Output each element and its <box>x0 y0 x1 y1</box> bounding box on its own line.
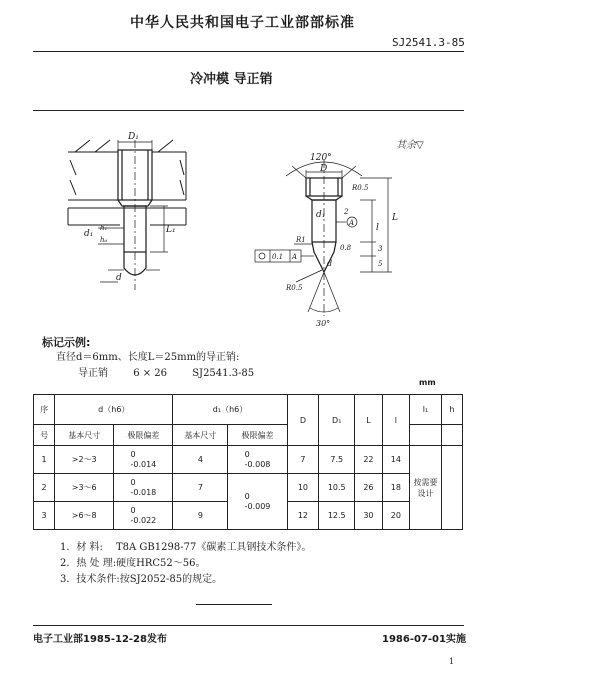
label-fit-lower: h₆ <box>100 236 108 244</box>
footer-divider <box>33 625 464 626</box>
effective-date: 1986-07-01实施 <box>382 634 466 645</box>
notes-end-rule <box>196 604 272 605</box>
cell-L: 26 <box>355 474 382 502</box>
cell-d-size: >3～6 <box>55 474 114 502</box>
cell-D1: 10.5 <box>319 474 355 502</box>
cell-d1-dev-low: -0.008 <box>244 459 271 469</box>
cell-l: 14 <box>382 446 409 474</box>
header-D1: D₁ <box>319 395 355 446</box>
cell-l1-merged: 按需要设计 <box>410 446 442 530</box>
label-d-left: d <box>116 273 122 283</box>
label-five: 5 <box>378 260 383 268</box>
header-d: d（h6） <box>55 395 173 425</box>
cell-d-dev-up: 0 <box>130 505 136 515</box>
dimension-table <box>33 394 463 530</box>
header-divider <box>33 51 464 52</box>
header-d1-nominal: 基本尺寸 <box>173 425 228 446</box>
label-L1: L₁ <box>166 225 176 235</box>
label-D: D <box>320 164 328 174</box>
cell-h-merged <box>441 446 462 530</box>
note-text: 按SJ2052-85的规定。 <box>119 574 223 585</box>
cell-d-dev-low: -0.018 <box>130 487 157 497</box>
cell-D: 12 <box>287 502 319 530</box>
label-chamfer: 0.8 <box>340 244 352 252</box>
document-title: 冷冲模 导正销 <box>190 72 273 87</box>
label-d-right: d <box>327 259 333 268</box>
cell-d1-size: 7 <box>173 474 228 502</box>
cell-seq: 3 <box>34 502 55 530</box>
pilot-pin-drawing <box>0 110 600 332</box>
marking-size: 6 × 26 <box>133 368 168 379</box>
cell-d1-dev-merged <box>228 474 287 530</box>
surface-finish-note: 其余▽ <box>396 140 424 151</box>
cell-d-dev-up: 0 <box>130 477 136 487</box>
marking-example-code <box>78 364 276 379</box>
cell-d1-dev-up: 0 <box>244 449 250 459</box>
die-plate <box>68 140 186 225</box>
cell-d-dev-low: -0.014 <box>130 459 157 469</box>
header-seq-bottom: 号 <box>34 425 55 446</box>
header-l1-blank <box>410 425 442 446</box>
header-l1: l₁ <box>410 395 442 425</box>
cell-l: 20 <box>382 502 409 530</box>
label-runout-tolerance: 0.1 <box>272 253 284 261</box>
label-d1: d₁ <box>316 210 326 220</box>
note-technical-conditions <box>60 572 311 588</box>
unit-label: mm <box>419 378 436 387</box>
cell-D: 10 <box>287 474 319 502</box>
cell-d-size: >6～8 <box>55 502 114 530</box>
note-text: T8A GB1298-77《碳素工具钢技术条件》。 <box>116 542 312 553</box>
standard-org-title: 中华人民共和国电子工业部部标准 <box>130 15 355 31</box>
note-heat-treatment <box>60 556 311 572</box>
header-d1-deviation: 极限偏差 <box>228 425 287 446</box>
page-number: 1 <box>449 657 455 666</box>
label-L: L <box>392 213 398 223</box>
issue-date: 电子工业部1985-12-28发布 <box>33 634 167 645</box>
cell-d-dev <box>114 474 173 502</box>
header-seq-top: 序 <box>34 395 55 425</box>
cell-d-dev <box>114 502 173 530</box>
cell-d-size: >2～3 <box>55 446 114 474</box>
table-row <box>34 446 463 474</box>
label-l: l <box>376 223 379 233</box>
header-h: h <box>441 395 462 425</box>
cell-L: 30 <box>355 502 382 530</box>
marking-part-name: 导正销 <box>78 368 108 379</box>
label-d1-fit: d₁ <box>84 229 94 239</box>
note-key: 3．技术条件: <box>60 574 120 585</box>
note-text: 硬度HRC52～56。 <box>116 558 206 569</box>
cell-seq: 1 <box>34 446 55 474</box>
table-header-row <box>34 395 463 425</box>
header-L: L <box>355 395 382 446</box>
header-d-nominal: 基本尺寸 <box>55 425 114 446</box>
cell-D1: 7.5 <box>319 446 355 474</box>
table-row <box>34 474 463 502</box>
marking-example-description: 直径d＝6mm、长度L＝25mm的导正销: <box>56 352 240 363</box>
cell-d1-dev <box>228 446 287 474</box>
label-r-top: R0.5 <box>352 184 369 192</box>
cell-d-dev <box>114 446 173 474</box>
header-d-deviation: 极限偏差 <box>114 425 173 446</box>
cell-d1-size: 9 <box>173 502 228 530</box>
cell-d-dev-low: -0.022 <box>130 515 157 525</box>
header-d1: d₁（h6） <box>173 395 287 425</box>
header-l: l <box>382 395 409 446</box>
header-D: D <box>287 395 319 446</box>
note-key: 1．材 料: <box>60 542 103 553</box>
cell-d1-dev-up: 0 <box>244 491 250 501</box>
cell-D1: 12.5 <box>319 502 355 530</box>
label-R05-tip: R0.5 <box>286 284 303 292</box>
label-R1: R1 <box>296 236 306 244</box>
cell-L: 22 <box>355 446 382 474</box>
cell-d1-size: 4 <box>173 446 228 474</box>
label-angle-30: 30° <box>316 319 331 328</box>
cell-d1-dev-low: -0.009 <box>244 501 271 511</box>
standard-code: SJ2541.3-85 <box>392 36 465 49</box>
label-frame-A: A <box>292 253 298 261</box>
marking-standard: SJ2541.3-85 <box>192 368 255 379</box>
cell-d-dev-up: 0 <box>130 449 136 459</box>
cell-l: 18 <box>382 474 409 502</box>
note-material <box>60 540 311 556</box>
technical-notes <box>60 540 311 588</box>
note-key: 2．热 处 理: <box>60 558 117 569</box>
label-angle-120: 120° <box>310 153 332 163</box>
label-D1: D₁ <box>128 132 139 142</box>
header-h-blank <box>441 425 462 446</box>
label-two: 2 <box>344 208 349 216</box>
cell-D: 7 <box>287 446 319 474</box>
label-three: 3 <box>378 245 383 253</box>
label-datum-A: A <box>349 219 355 227</box>
label-fit-upper: h₁ <box>100 224 108 232</box>
marking-example-title: 标记示例: <box>42 336 91 349</box>
cell-seq: 2 <box>34 474 55 502</box>
